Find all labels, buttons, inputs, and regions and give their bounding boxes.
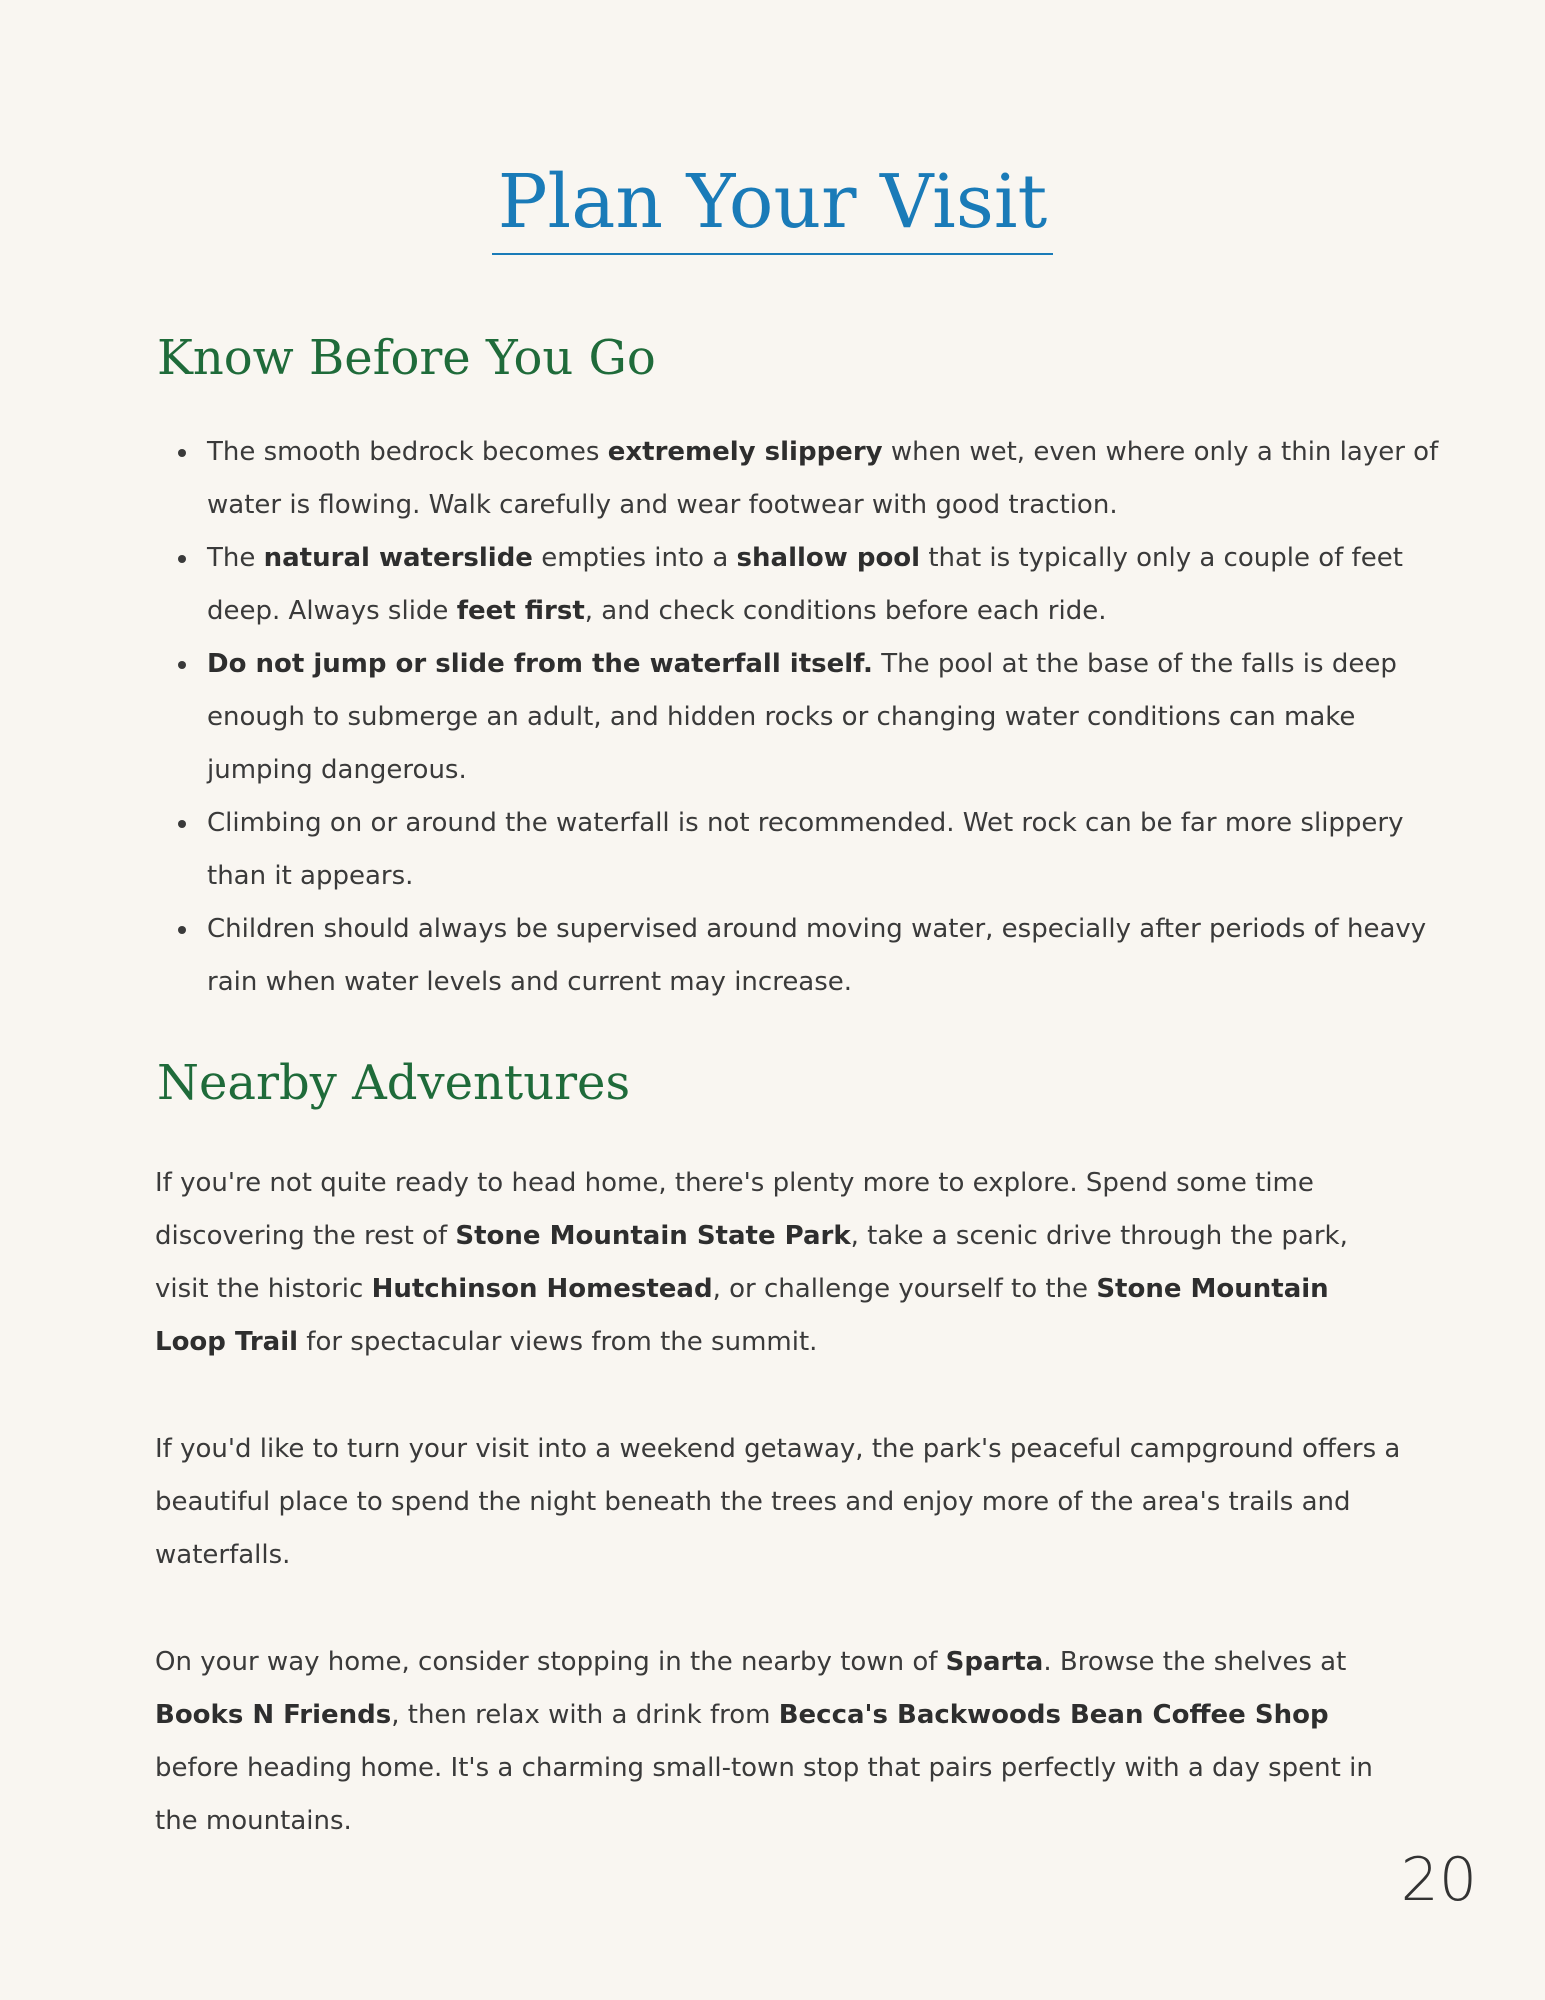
bold-text: Becca's Backwoods Bean Coffee Shop — [778, 1700, 1329, 1730]
bold-text: Stone Mountain Loop Trail — [155, 1274, 1329, 1357]
text-run: The — [207, 543, 264, 573]
text-run: , or challenge yourself to the — [712, 1274, 1097, 1304]
bold-text: shallow pool — [736, 543, 921, 573]
bold-text: Sparta — [945, 1647, 1044, 1677]
bold-text: Do not jump or slide from the waterfall itself. — [207, 649, 873, 679]
text-run: If you're not quite ready to head home, there's plenty more to explore. Spend some time discovering the rest of — [155, 1168, 1314, 1251]
text-run: empties into a — [532, 543, 737, 573]
list-item — [207, 426, 1457, 532]
bold-text: natural waterslide — [263, 543, 533, 573]
text-run: before heading home. It's a charming small-town stop that pairs perfectly with a day spent in the mountains. — [155, 1753, 1373, 1836]
list-item — [207, 797, 1457, 903]
know-before-list — [157, 426, 1457, 1009]
nearby-paragraph — [155, 1157, 1405, 1369]
know-before-heading: Know Before You Go — [157, 330, 656, 386]
nearby-adventures-heading: Nearby Adventures — [157, 1055, 631, 1111]
text-run: , take a scenic drive through the park, visit the historic — [155, 1221, 1348, 1304]
list-item — [207, 903, 1457, 1009]
bold-text: Books N Friends — [155, 1700, 392, 1730]
bold-text: extremely slippery — [607, 437, 883, 467]
bold-text: feet first — [456, 596, 585, 626]
text-run: If you'd like to turn your visit into a weekend getaway, the park's peaceful campground offers a beautiful place to spend the night beneath the trees and enjoy more of the area's trails and waterfalls. — [155, 1434, 1401, 1570]
text-run: , then relax with a drink from — [391, 1700, 779, 1730]
page-title: Plan Your Visit — [492, 160, 1053, 255]
nearby-paragraph — [155, 1423, 1405, 1582]
text-run: . Browse the shelves at — [1043, 1647, 1347, 1677]
text-run: that is typically only a couple of feet deep. Always slide — [207, 543, 1403, 626]
page-title-container — [0, 160, 1545, 255]
text-run: Climbing on or around the waterfall is not recommended. Wet rock can be far more slippery than it appears. — [207, 808, 1404, 891]
text-run: Children should always be supervised around moving water, especially after periods of heavy rain when water levels and current may increase. — [207, 914, 1427, 997]
bold-text: Hutchinson Homestead — [371, 1274, 713, 1304]
bold-text: Stone Mountain State Park — [455, 1221, 851, 1251]
text-run: for spectacular views from the summit. — [298, 1327, 818, 1357]
text-run: when wet, even where only a thin layer of water is flowing. Walk carefully and wear footwear with good traction. — [207, 437, 1439, 520]
nearby-paragraph — [155, 1636, 1405, 1848]
text-run: The smooth bedrock becomes — [207, 437, 608, 467]
list-item — [207, 638, 1457, 797]
list-item — [207, 532, 1457, 638]
page-number: 20 — [1400, 1845, 1477, 1915]
text-run: On your way home, consider stopping in the nearby town of — [155, 1647, 946, 1677]
text-run: The pool at the base of the falls is deep enough to submerge an adult, and hidden rocks or changing water conditions can make jumping dangerous. — [207, 649, 1397, 785]
text-run: , and check conditions before each ride. — [584, 596, 1107, 626]
